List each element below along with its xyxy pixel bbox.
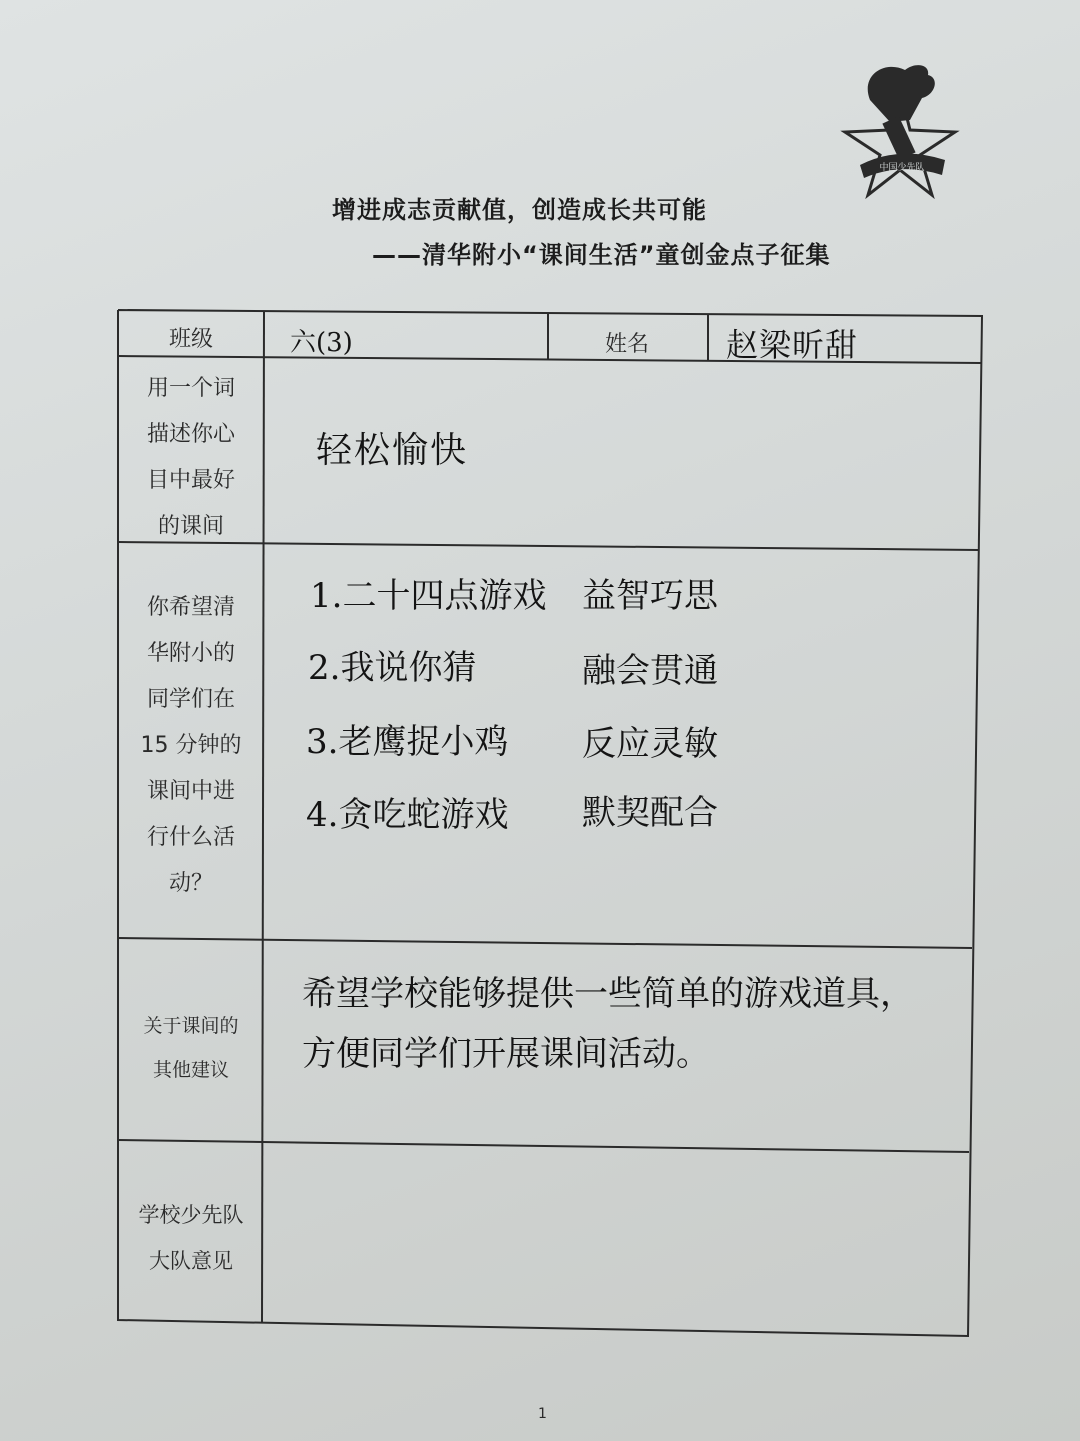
label-line: 目中最好 bbox=[146, 468, 235, 493]
form-subtitle: ——清华附小“课间生活”童创金点子征集 bbox=[372, 241, 831, 269]
activity-quality[interactable]: 益智巧思 bbox=[582, 576, 718, 616]
suggestion-line[interactable]: 方便同学们开展课间活动。 bbox=[302, 1034, 710, 1074]
class-value[interactable]: 六(3) bbox=[290, 328, 353, 358]
activity-quality[interactable]: 反应灵敏 bbox=[582, 724, 718, 764]
page-number: 1 bbox=[538, 1406, 547, 1422]
label-line: 行什么活 bbox=[146, 825, 235, 850]
suggestions-label bbox=[120, 1004, 262, 1092]
activities-label bbox=[120, 585, 262, 907]
activity-name[interactable]: 1.二十四点游戏 bbox=[310, 576, 547, 616]
svg-text:中国少先队: 中国少先队 bbox=[879, 163, 925, 173]
name-label: 姓名 bbox=[604, 332, 649, 357]
label-line: 同学们在 bbox=[146, 687, 235, 712]
suggestion-line[interactable]: 希望学校能够提供一些简单的游戏道具， bbox=[302, 974, 914, 1014]
label-line: 关于课间的 bbox=[143, 1015, 239, 1037]
label-line: 你希望清 bbox=[146, 595, 235, 620]
label-line: 课间中进 bbox=[146, 779, 235, 804]
label-line: 其他建议 bbox=[152, 1059, 229, 1081]
best-recess-word-value[interactable]: 轻松愉快 bbox=[316, 430, 469, 471]
label-line: 动？ bbox=[168, 871, 213, 896]
label-line: 学校少先队 bbox=[138, 1203, 244, 1227]
label-line: 的课间 bbox=[157, 514, 224, 539]
label-line: 15 分钟的 bbox=[140, 733, 242, 758]
label-line: 华附小的 bbox=[146, 641, 235, 666]
name-value[interactable]: 赵梁昕甜 bbox=[726, 326, 859, 364]
label-line: 大队意见 bbox=[149, 1249, 233, 1273]
activity-quality[interactable]: 默契配合 bbox=[582, 793, 718, 833]
best-recess-word-label bbox=[120, 366, 262, 550]
label-line: 描述你心 bbox=[146, 422, 235, 447]
form-title: 增进成志贡献值，创造成长共可能 bbox=[332, 196, 707, 224]
activity-quality[interactable]: 融会贯通 bbox=[582, 651, 718, 691]
activity-name[interactable]: 2.我说你猜 bbox=[308, 648, 477, 688]
class-label: 班级 bbox=[168, 327, 213, 352]
young-pioneers-logo bbox=[830, 60, 970, 200]
activity-name[interactable]: 4.贪吃蛇游戏 bbox=[306, 795, 509, 835]
brigade-opinion-label bbox=[120, 1192, 262, 1284]
activity-name[interactable]: 3.老鹰捉小鸡 bbox=[306, 722, 509, 762]
label-line: 用一个词 bbox=[146, 376, 235, 401]
